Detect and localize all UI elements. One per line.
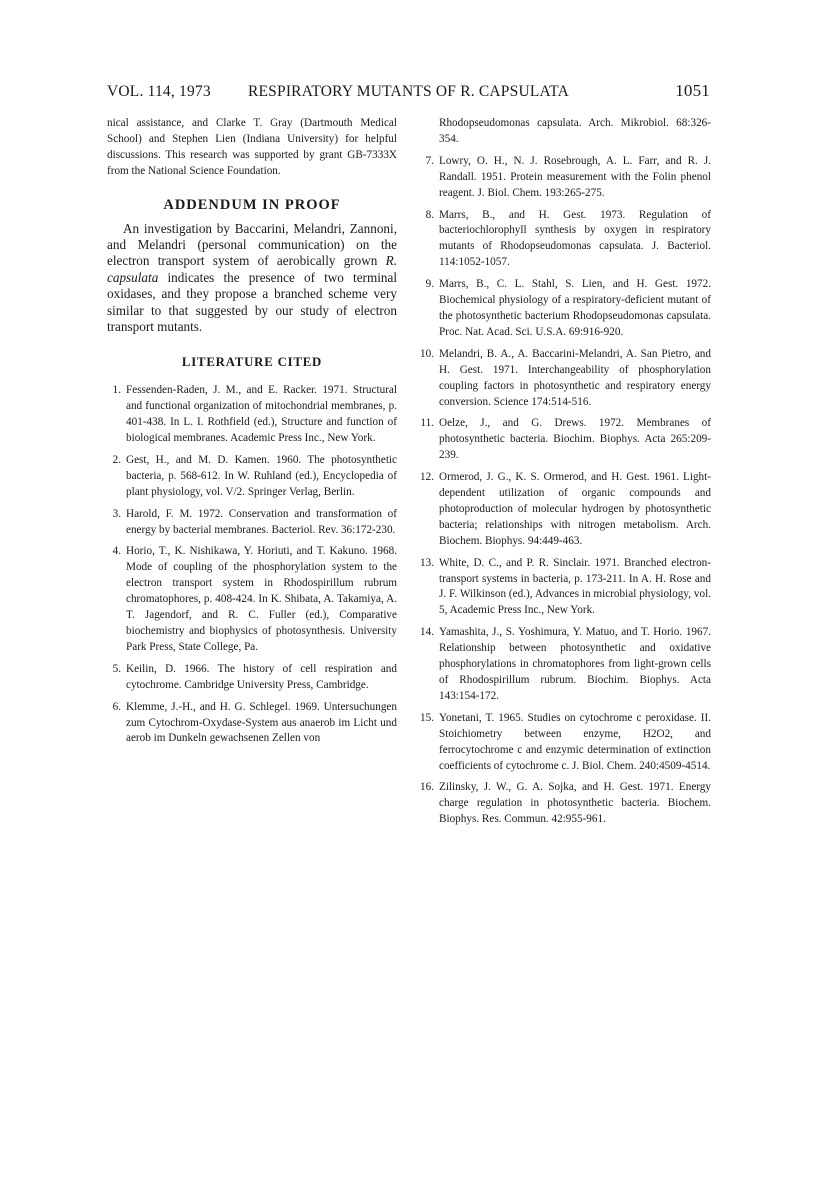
reference-number: 2. [112, 453, 121, 466]
literature-cited-heading: LITERATURE CITED [181, 355, 323, 370]
reference-item [420, 347, 711, 411]
reference-number: 4. [112, 545, 121, 558]
reference-item [107, 700, 397, 748]
reference-text: Yonetani, T. 1965. Studies on cytochrome c peroxidase. II. Stoichiometry between enzyme, H2O2, and ferrocytochrome c and enzymic determination of extinction coefficients of cytochrome c. J. Biol. Chem. 240:4509-4514. [439, 711, 711, 772]
volume-label: VOL. 114, 1973 [107, 83, 211, 100]
reference-text: Marrs, B., and H. Gest. 1973. Regulation of bacteriochlorophyll synthesis by oxygen in respiratory mutants of Rhodopseudomonas capsulata. J. Bacteriol. 114:1052-1057. [439, 208, 711, 269]
addendum-heading: ADDENDUM IN PROOF [163, 196, 341, 213]
reference-text: Klemme, J.-H., and H. G. Schlegel. 1969. Untersuchungen zum Cytochrom-Oxydase-System aus anaerob im Licht und aerob im Dunkeln gewachsenen Zellen von [126, 700, 397, 745]
addendum-text-after: indicates the presence of two terminal oxidases, and they propose a branched scheme very similar to that suggested by our study of electron transport mutants. [107, 269, 397, 334]
reference-list-right [420, 154, 711, 828]
reference-item [420, 416, 711, 464]
reference-text: Lowry, O. H., N. J. Rosebrough, A. L. Farr, and R. J. Randall. 1951. Protein measurement with the Folin phenol reagent. J. Biol. Chem. 193:265-275. [439, 154, 711, 199]
reference-text: Yamashita, J., S. Yoshimura, Y. Matuo, and T. Horio. 1967. Relationship between photosynthetic and oxidative phosphorylations in chromatophores from light-grown cells of Rhodospirillum rubrum. Biochim. Biophys. Acta 143:154-172. [439, 626, 711, 702]
reference-6-continuation: Rhodopseudomonas capsulata. Arch. Mikrobiol. 68:326-354. [439, 117, 711, 145]
addendum-text-before: An investigation by Baccarini, Melandri, Zannoni, and Melandri (personal communication) on the electron transport system of aerobically grown [107, 220, 397, 269]
reference-text: Melandri, B. A., A. Baccarini-Melandri, A. San Pietro, and H. Gest. 1971. Interchangeability of phosphorylation coupling factors in photosynthetic and respiratory energy conversion. Science 174:514-516. [439, 347, 711, 408]
page-header [107, 81, 710, 105]
reference-item [107, 544, 397, 655]
reference-number: 7. [425, 154, 434, 167]
reference-item [420, 470, 711, 550]
acknowledgment-text: nical assistance, and Clarke T. Gray (Dartmouth Medical School) and Stephen Lien (Indiana University) for helpful discussions. This research was supported by grant GB-7333X from the National Science Foundation. [107, 117, 397, 177]
reference-number: 12. [420, 471, 434, 484]
reference-item [107, 662, 397, 694]
reference-number: 8. [425, 208, 434, 221]
reference-item [107, 383, 397, 447]
reference-number: 5. [112, 662, 121, 675]
reference-number: 6. [112, 700, 121, 713]
page-number: 1051 [675, 81, 710, 100]
reference-number: 10. [420, 347, 434, 360]
reference-text: Keilin, D. 1966. The history of cell respiration and cytochrome. Cambridge University Press, Cambridge. [126, 662, 397, 691]
reference-number: 13. [420, 556, 434, 569]
reference-text: Fessenden-Raden, J. M., and E. Racker. 1971. Structural and functional organization of mitochondrial membranes, p. 401-438. In L. I. Rothfield (ed.), Structure and function of biological membranes. Academic Press Inc., New York. [126, 384, 397, 444]
reference-text: Oelze, J., and G. Drews. 1972. Membranes of photosynthetic bacteria. Biochim. Biophys. Acta 265:209-239. [439, 417, 711, 462]
reference-item [420, 208, 711, 272]
reference-item [420, 556, 711, 620]
reference-item [107, 507, 397, 539]
reference-number: 9. [425, 278, 434, 291]
right-column [420, 116, 711, 834]
reference-text: Harold, F. M. 1972. Conservation and transformation of energy by bacterial membranes. Bacteriol. Rev. 36:172-230. [126, 507, 397, 536]
reference-number: 15. [420, 711, 434, 724]
reference-text: Ormerod, J. G., K. S. Ormerod, and H. Gest. 1961. Light-dependent utilization of organic compounds and photoproduction of molecular hydrogen by photosynthetic bacteria; relationships with nitrogen metabolism. Arch. Biochem. Biophys. 94:449-463. [439, 471, 711, 547]
addendum-organism: R. capsulata [107, 253, 397, 285]
left-column [107, 116, 397, 753]
reference-item [420, 154, 711, 202]
addendum-text [107, 221, 397, 336]
reference-list-left [107, 383, 397, 747]
running-title: RESPIRATORY MUTANTS OF R. CAPSULATA [247, 83, 570, 100]
reference-number: 3. [112, 507, 121, 520]
reference-text: White, D. C., and P. R. Sinclair. 1971. Branched electron-transport systems in bacteria, p. 173-211. In A. H. Rose and J. F. Wilkinson (ed.), Advances in microbial physiology, vol. 5, Academic Press Inc., New York. [439, 556, 711, 617]
reference-item [420, 277, 711, 341]
reference-number: 11. [420, 417, 434, 430]
reference-item [420, 780, 711, 828]
reference-number: 16. [420, 781, 434, 794]
reference-item [420, 711, 711, 775]
reference-number: 14. [420, 626, 434, 639]
reference-text: Gest, H., and M. D. Kamen. 1960. The photosynthetic bacteria, p. 568-612. In W. Ruhland (ed.), Encyclopedia of plant physiology, vol. V/2. Springer Verlag, Berlin. [126, 453, 397, 498]
reference-text: Marrs, B., C. L. Stahl, S. Lien, and H. Gest. 1972. Biochemical physiology of a respiratory-deficient mutant of the photosynthetic bacterium Rhodopseudomonas capsulata. Proc. Nat. Acad. Sci. U.S.A. 69:916-920. [439, 278, 711, 338]
reference-number: 1. [112, 384, 121, 397]
reference-text: Zilinsky, J. W., G. A. Sojka, and H. Gest. 1971. Energy charge regulation in photosynthetic bacteria. Biochem. Biophys. Res. Commun. 42:955-961. [439, 781, 711, 826]
reference-text: Horio, T., K. Nishikawa, Y. Horiuti, and T. Kakuno. 1968. Mode of coupling of the phosphorylation system to the electron transport system in Rhodospirillum rubrum chromatophores, p. 408-424. In K. Shibata, A. Takamiya, A. T. Jagendorf, and R. C. Fuller (ed.), Comparative biochemistry and biophysics of photosynthesis. University Park Press, State College, Pa. [126, 545, 397, 653]
reference-item [107, 453, 397, 501]
reference-item [420, 625, 711, 705]
